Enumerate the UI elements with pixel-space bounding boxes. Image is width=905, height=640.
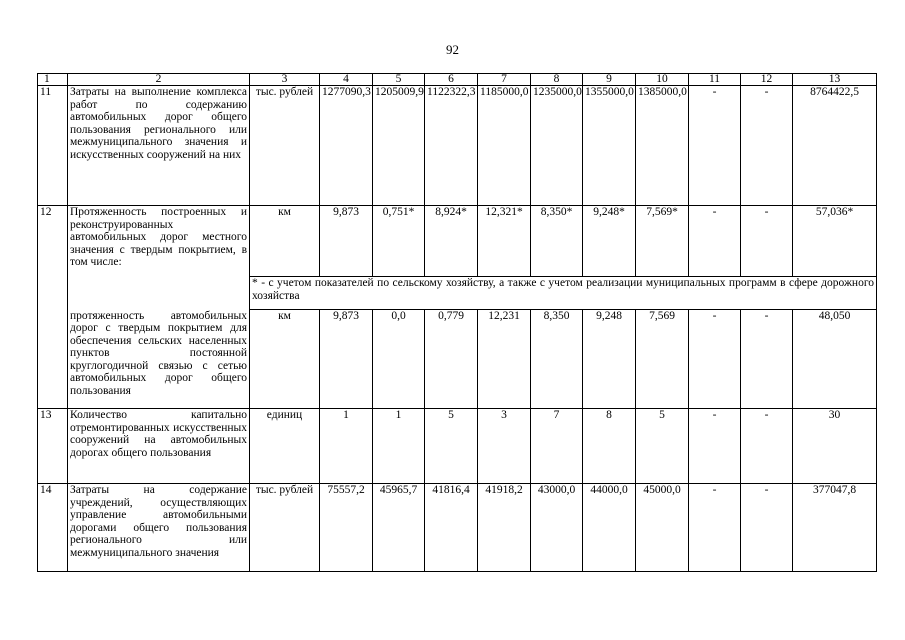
value-cell: -	[689, 409, 741, 484]
column-number: 10	[636, 74, 689, 86]
value-cell: 9,873	[320, 310, 373, 409]
total-cell: 57,036*	[793, 206, 877, 277]
value-cell: -	[689, 484, 741, 572]
value-cell: 0,779	[425, 310, 478, 409]
value-cell: 1205009,9	[373, 86, 425, 206]
value-cell: -	[689, 86, 741, 206]
row-number: 13	[38, 409, 68, 484]
value-cell: 9,248	[583, 310, 636, 409]
value-cell: -	[741, 206, 793, 277]
value-cell: -	[741, 310, 793, 409]
value-cell: 1385000,0	[636, 86, 689, 206]
value-cell: -	[689, 206, 741, 277]
value-cell: 5	[425, 409, 478, 484]
row-number: 14	[38, 484, 68, 572]
indicator-name: Затраты на содержание учреждений, осуществляющих управление автомобильными дорогами общего пользования регионального или межмуниципального значения	[68, 484, 250, 572]
value-cell: 12,321*	[478, 206, 531, 277]
empty-cell	[68, 277, 250, 310]
unit-cell: км	[250, 206, 320, 277]
column-number: 6	[425, 74, 478, 86]
value-cell: 5	[636, 409, 689, 484]
table-row	[38, 206, 877, 277]
unit-cell: единиц	[250, 409, 320, 484]
value-cell: 41816,4	[425, 484, 478, 572]
value-cell: 12,231	[478, 310, 531, 409]
value-cell: 8,350	[531, 310, 583, 409]
total-cell: 30	[793, 409, 877, 484]
row-number: 11	[38, 86, 68, 206]
row-number: 12	[38, 206, 68, 277]
total-cell: 48,050	[793, 310, 877, 409]
column-number: 7	[478, 74, 531, 86]
value-cell: 8	[583, 409, 636, 484]
value-cell: 8,924*	[425, 206, 478, 277]
value-cell: 7	[531, 409, 583, 484]
footnote: * - с учетом показателей по сельскому хозяйству, а также с учетом реализации муниципальных программ в сфере дорожного хозяйства	[250, 277, 877, 310]
value-cell: -	[741, 484, 793, 572]
unit-cell: тыс. рублей	[250, 86, 320, 206]
indicator-name: протяженность автомобильных дорог с твердым покрытием для обеспечения сельских населенных пунктов постоянной круглогодичной связью с сетью автомобильных дорог общего пользования	[68, 310, 250, 409]
value-cell: 1277090,3	[320, 86, 373, 206]
column-number: 12	[741, 74, 793, 86]
column-number: 5	[373, 74, 425, 86]
indicator-name: Количество капитально отремонтированных искусственных сооружений на автомобильных дорогах общего пользования	[68, 409, 250, 484]
value-cell: 8,350*	[531, 206, 583, 277]
value-cell: 1185000,0	[478, 86, 531, 206]
value-cell: 43000,0	[531, 484, 583, 572]
empty-cell	[38, 277, 68, 310]
unit-cell: тыс. рублей	[250, 484, 320, 572]
value-cell: 7,569*	[636, 206, 689, 277]
table-row	[38, 86, 877, 206]
value-cell: 75557,2	[320, 484, 373, 572]
footnote-row	[38, 277, 877, 310]
row-number	[38, 310, 68, 409]
value-cell: 41918,2	[478, 484, 531, 572]
value-cell: -	[689, 310, 741, 409]
indicator-name: Протяженность построенных и реконструированных автомобильных дорог местного значения с твердым покрытием, в том числе:	[68, 206, 250, 277]
total-cell: 8764422,5	[793, 86, 877, 206]
value-cell: -	[741, 409, 793, 484]
column-number: 1	[38, 74, 68, 86]
total-cell: 377047,8	[793, 484, 877, 572]
value-cell: 0,0	[373, 310, 425, 409]
value-cell: 1235000,0	[531, 86, 583, 206]
column-number-row	[38, 74, 877, 86]
value-cell: 1	[373, 409, 425, 484]
column-number: 2	[68, 74, 250, 86]
value-cell: 45965,7	[373, 484, 425, 572]
value-cell: 1	[320, 409, 373, 484]
indicator-name: Затраты на выполнение комплекса работ по содержанию автомобильных дорог общего пользования регионального или межмуниципального значения и искусственных сооружений на них	[68, 86, 250, 206]
value-cell: 44000,0	[583, 484, 636, 572]
table-row	[38, 310, 877, 409]
table-row	[38, 484, 877, 572]
value-cell: -	[741, 86, 793, 206]
indicators-table	[37, 73, 877, 572]
value-cell: 3	[478, 409, 531, 484]
column-number: 3	[250, 74, 320, 86]
value-cell: 7,569	[636, 310, 689, 409]
column-number: 4	[320, 74, 373, 86]
table-row	[38, 409, 877, 484]
value-cell: 45000,0	[636, 484, 689, 572]
unit-cell: км	[250, 310, 320, 409]
value-cell: 9,248*	[583, 206, 636, 277]
column-number: 9	[583, 74, 636, 86]
value-cell: 0,751*	[373, 206, 425, 277]
value-cell: 1122322,3	[425, 86, 478, 206]
column-number: 11	[689, 74, 741, 86]
column-number: 13	[793, 74, 877, 86]
value-cell: 1355000,0	[583, 86, 636, 206]
value-cell: 9,873	[320, 206, 373, 277]
column-number: 8	[531, 74, 583, 86]
page-number: 92	[446, 42, 459, 57]
